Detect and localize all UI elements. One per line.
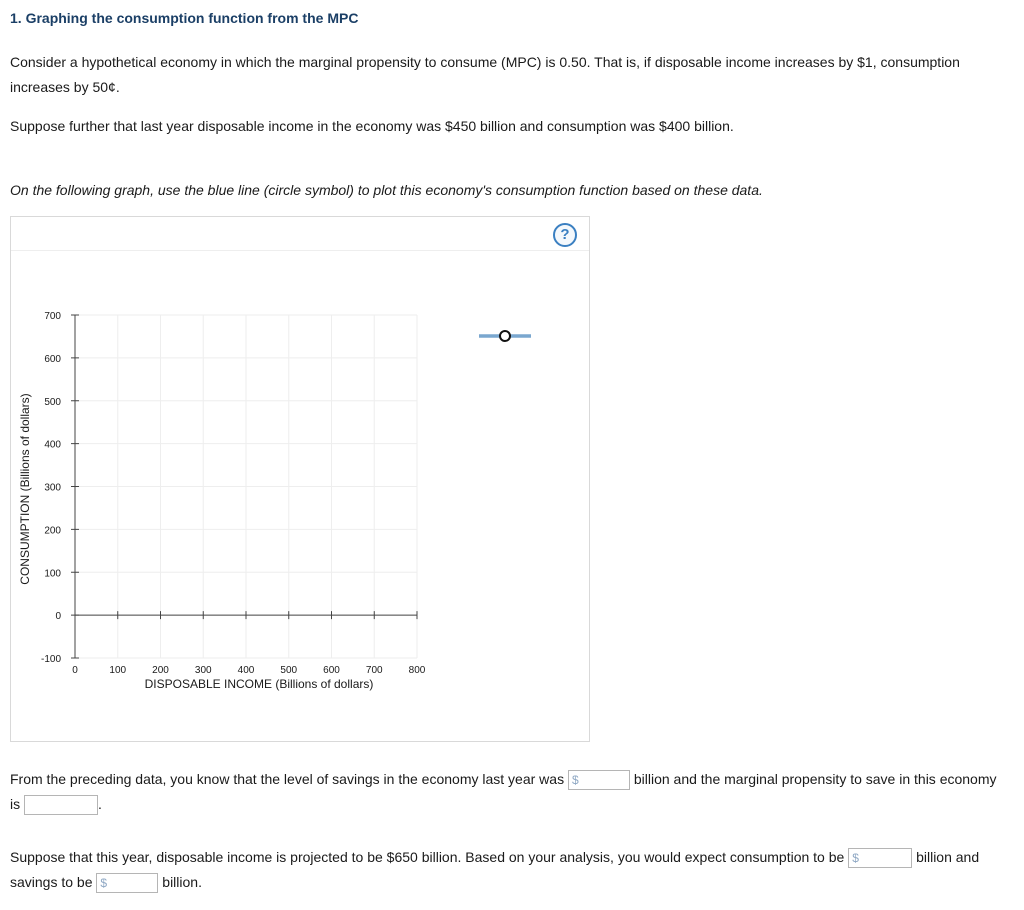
- x-tick-labels: [72, 665, 426, 676]
- savings-question-end: .: [98, 796, 102, 812]
- savings-question-middle: billion and the marginal propensity to save in this economy is: [10, 771, 997, 812]
- intro-paragraph: Consider a hypothetical economy in which the marginal propensity to consume (MPC) is 0.50. That is, if disposable income increases by $1, consumption increases by 50¢.: [10, 54, 960, 95]
- y-tick-label: 100: [44, 568, 61, 580]
- x-tick-label: 800: [408, 665, 426, 676]
- y-tick-label: 400: [44, 439, 61, 451]
- dollar-prefix: $: [852, 851, 859, 866]
- graph-panel: [10, 216, 590, 742]
- x-tick-label: 200: [152, 665, 169, 676]
- projection-question-end: billion.: [162, 874, 202, 890]
- help-icon[interactable]: ?: [553, 223, 577, 247]
- data-paragraph: Suppose further that last year disposable income in the economy was $450 billion and consumption was $400 billion.: [10, 118, 734, 134]
- y-tick-label: 700: [44, 311, 61, 322]
- last-year-savings-input[interactable]: [568, 770, 630, 790]
- dollar-prefix: $: [100, 876, 108, 891]
- projected-savings-input[interactable]: [96, 873, 158, 893]
- x-tick-label: 700: [365, 665, 383, 676]
- y-tick-label: 600: [44, 353, 61, 365]
- savings-question-text: From the preceding data, you know that the level of savings in the economy last year was: [10, 771, 565, 787]
- projected-consumption-input[interactable]: [848, 848, 912, 868]
- projection-question-text: Suppose that this year, disposable income is projected to be $650 billion. Based on your analysis, you would expect consumption to be: [10, 849, 845, 865]
- x-axis-label: DISPOSABLE INCOME (Billions of dollars): [144, 677, 374, 691]
- y-tick-label: 500: [44, 396, 61, 408]
- x-tick-label: 100: [109, 665, 127, 676]
- y-tick-label: -100: [40, 654, 61, 665]
- x-tick-label: 400: [237, 665, 255, 676]
- tool-circle-icon: [500, 331, 510, 341]
- x-tick-label: 300: [194, 665, 212, 676]
- projection-question: [10, 845, 1010, 895]
- x-tick-label: 600: [323, 665, 340, 676]
- y-tick-labels: [41, 311, 61, 665]
- dollar-prefix: $: [571, 773, 579, 788]
- grid-lines: [75, 315, 417, 658]
- consumption-graph[interactable]: [11, 217, 589, 741]
- projection-question-middle: billion and savings to be: [10, 849, 980, 890]
- y-tick-label: 0: [55, 611, 61, 623]
- x-tick-label: 0: [72, 665, 78, 676]
- graph-instruction: On the following graph, use the blue line (circle symbol) to plot this economy's consumption function based on these data.: [10, 182, 763, 198]
- mps-input[interactable]: [24, 795, 98, 815]
- savings-question: [10, 767, 1010, 817]
- x-tick-label: 500: [280, 665, 298, 676]
- y-tick-label: 200: [44, 525, 61, 537]
- question-heading: 1. Graphing the consumption function from the MPC: [10, 10, 359, 26]
- y-axis-label: CONSUMPTION (Billions of dollars): [18, 393, 32, 585]
- y-tick-label: 300: [44, 482, 61, 494]
- blue-line-circle-tool-icon[interactable]: [479, 331, 531, 341]
